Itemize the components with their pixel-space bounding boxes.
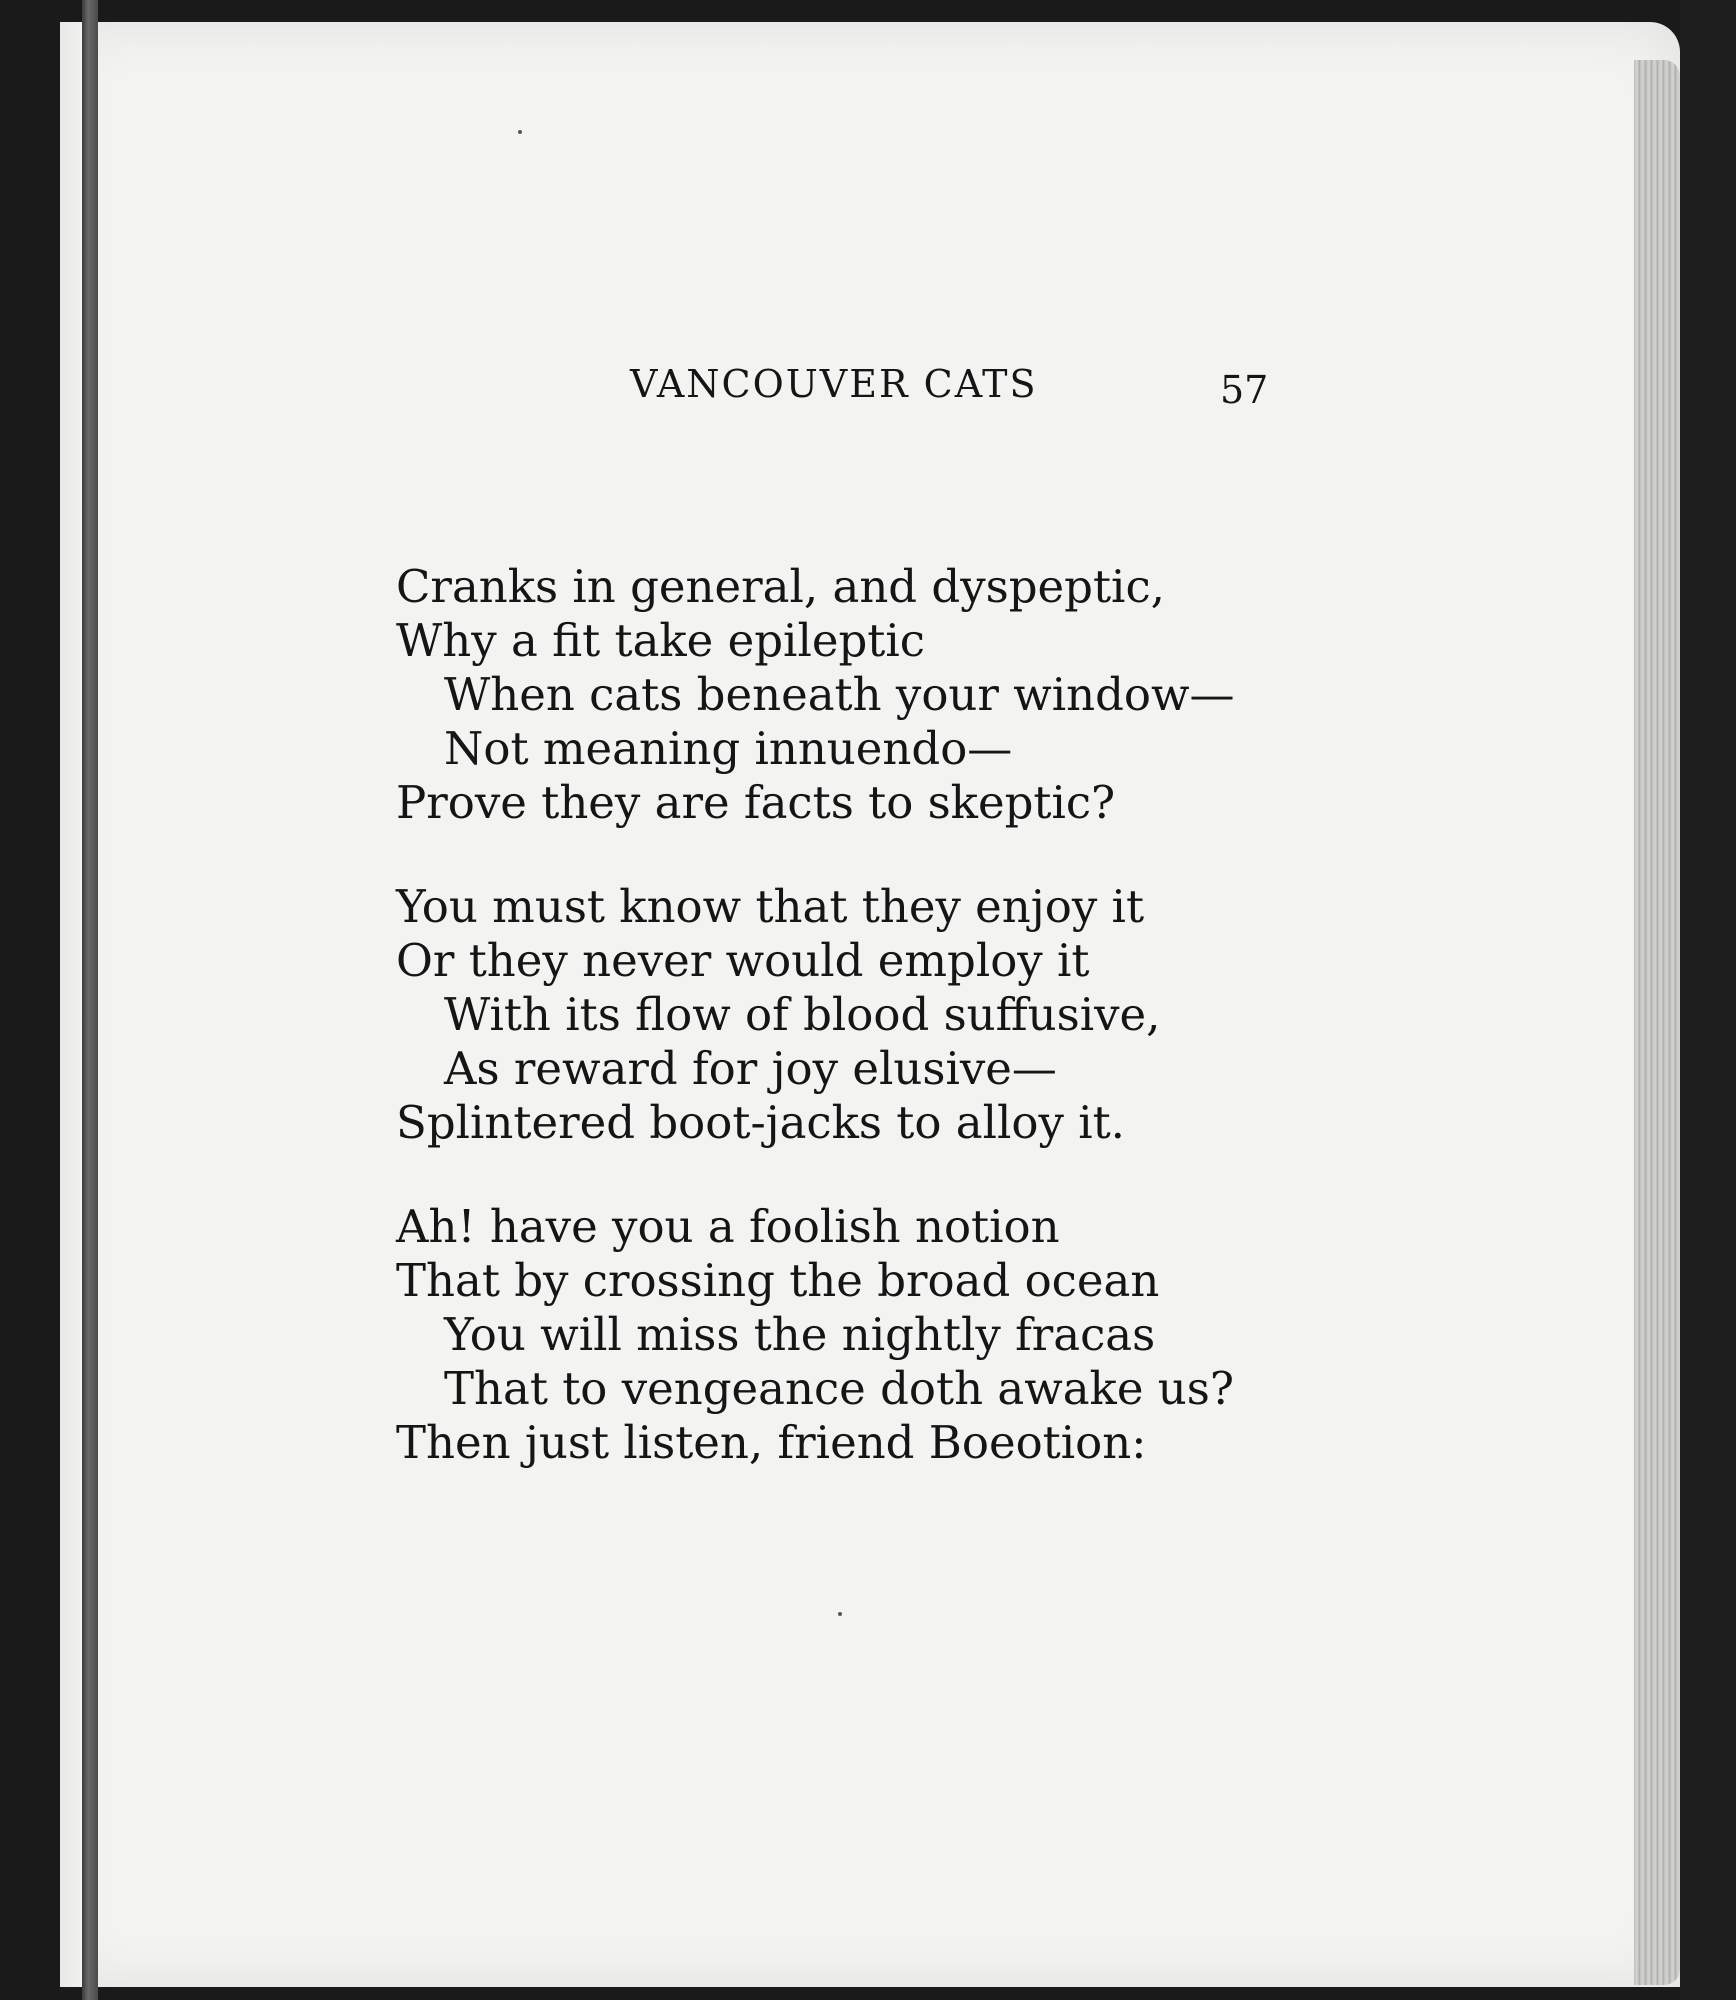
poem-line: That to vengeance doth awake us? xyxy=(444,1362,1234,1415)
paper-speck xyxy=(518,130,522,134)
poem-line: Splintered boot-jacks to alloy it. xyxy=(396,1096,1125,1149)
poem-line: Not meaning innuendo— xyxy=(444,722,1013,775)
poem-line: Why a fit take epileptic xyxy=(396,614,925,667)
poem-line: You must know that they enjoy it xyxy=(396,880,1145,933)
poem-line: You will miss the nightly fracas xyxy=(444,1308,1156,1361)
page-edges xyxy=(1634,60,1680,1985)
stanza-2 xyxy=(396,880,1316,1150)
poem-line: Ah! have you a foolish notion xyxy=(396,1200,1060,1253)
poem-line: That by crossing the broad ocean xyxy=(396,1254,1160,1307)
stanza-1 xyxy=(396,560,1316,830)
stanza-3 xyxy=(396,1200,1316,1470)
poem-line: Then just listen, friend Boeotion: xyxy=(396,1416,1147,1469)
poem-line: Prove they are facts to skeptic? xyxy=(396,776,1116,829)
book-spine xyxy=(82,0,98,2000)
running-title: VANCOUVER CATS xyxy=(630,362,1038,406)
poem-line: Cranks in general, and dyspeptic, xyxy=(396,560,1165,613)
poem-line: When cats beneath your window— xyxy=(444,668,1235,721)
paper-speck xyxy=(838,1612,842,1616)
poem-line: With its flow of blood suffusive, xyxy=(444,988,1161,1041)
poem-line: As reward for joy elusive— xyxy=(444,1042,1057,1095)
running-head xyxy=(630,362,1270,422)
poem xyxy=(396,560,1316,1520)
page-number: 57 xyxy=(1220,368,1269,412)
poem-line: Or they never would employ it xyxy=(396,934,1090,987)
scan-border xyxy=(1680,0,1736,2000)
